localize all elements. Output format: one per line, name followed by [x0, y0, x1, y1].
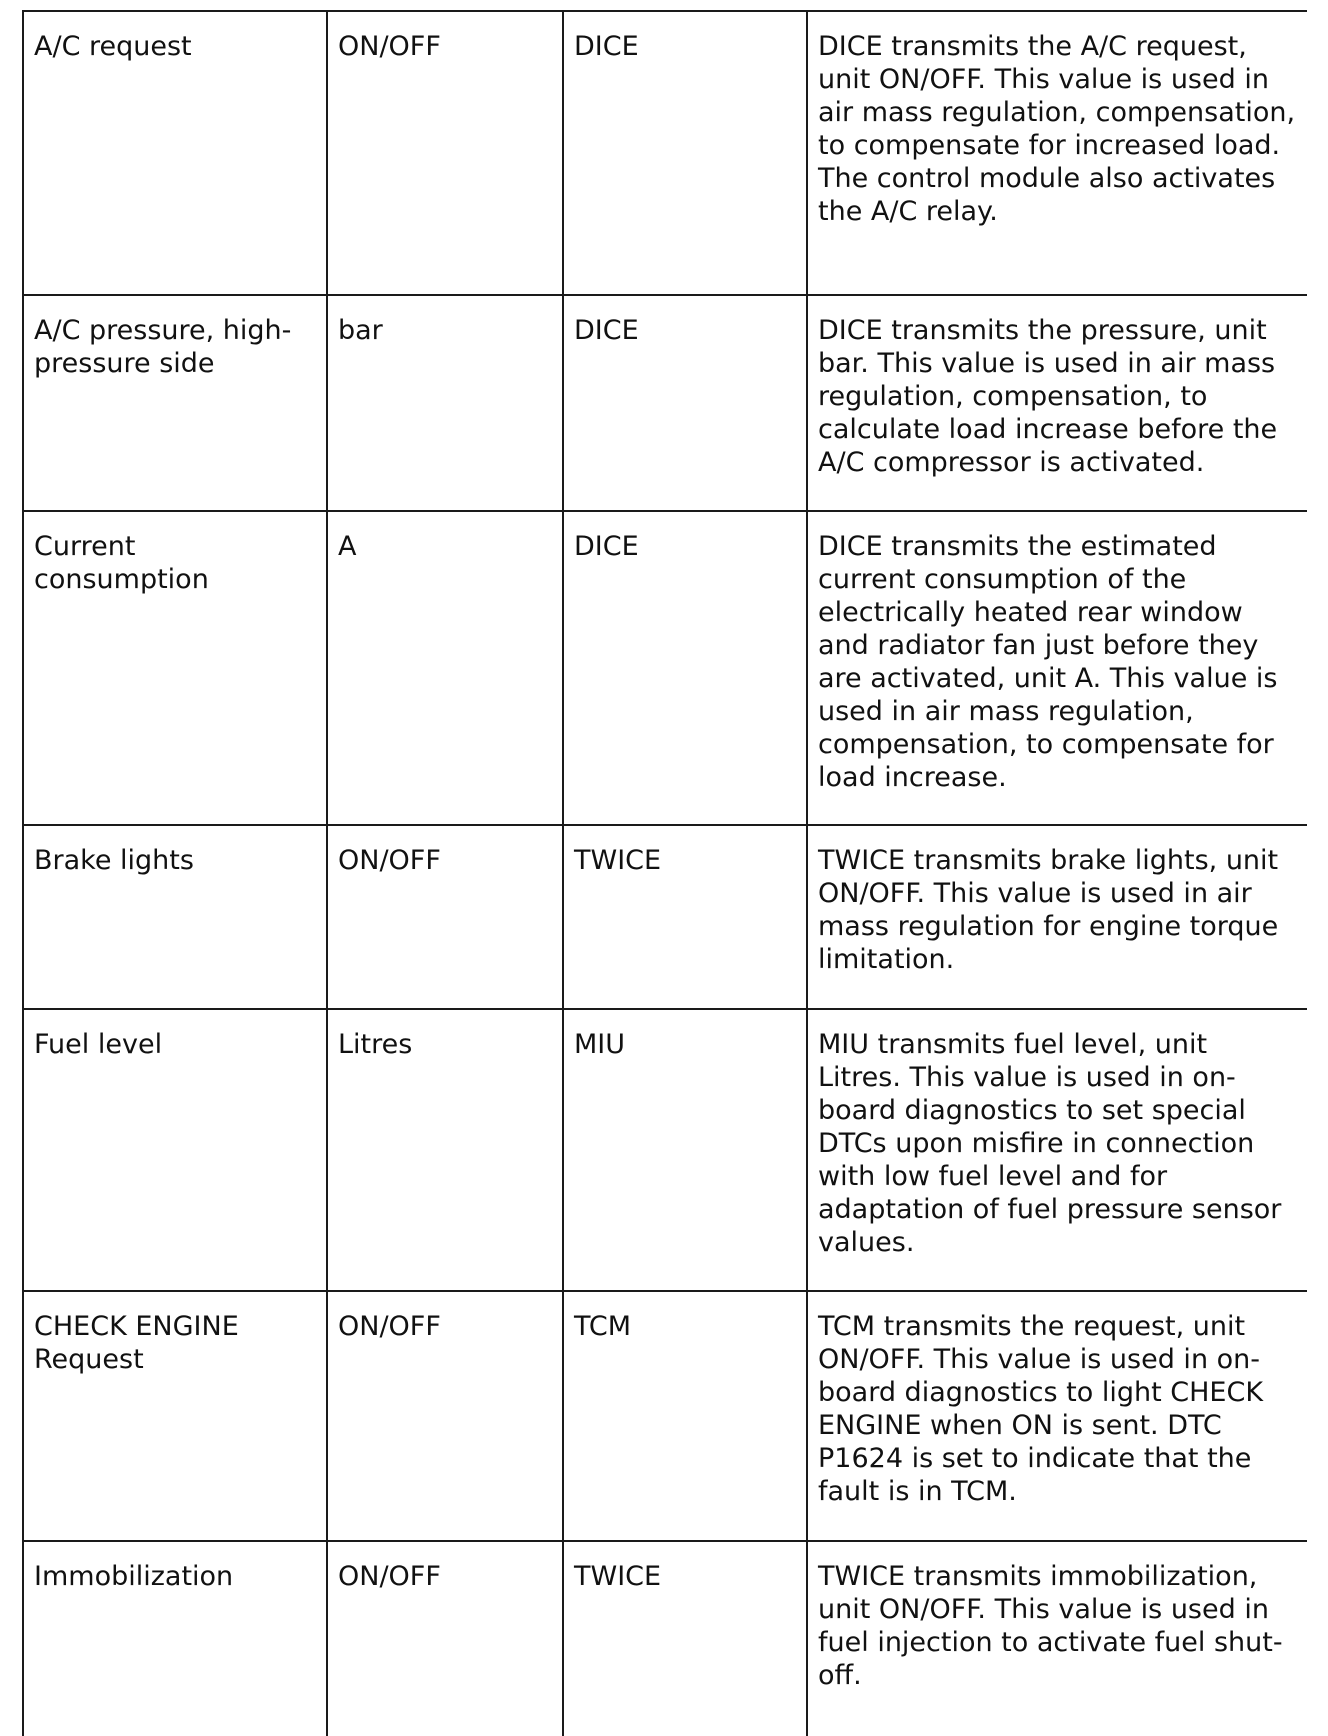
signal-name: Fuel level [34, 1029, 163, 1060]
signal-unit: ON/OFF [338, 31, 441, 62]
signal-name: CHECK ENGINE Request [34, 1311, 239, 1375]
signal-description: DICE transmits the estimated current consumption of the electrically heated rear window and radiator fan just before they are activated, unit A. This value is used in air mass regulation, compensation, to compensate for load increase. [818, 531, 1278, 793]
signal-cell [23, 1291, 327, 1541]
signal-source: DICE [574, 315, 639, 346]
source-cell [563, 1009, 807, 1291]
signal-unit: ON/OFF [338, 1561, 441, 1592]
signal-table [22, 10, 1307, 1736]
signal-source: TWICE [574, 845, 662, 876]
signal-description: TWICE transmits immobilization, unit ON/OFF. This value is used in fuel injection to activate fuel shut-off. [818, 1561, 1283, 1691]
source-cell [563, 11, 807, 295]
table-row [23, 11, 1307, 295]
signal-cell [23, 295, 327, 511]
table-row [23, 1291, 1307, 1541]
description-cell [807, 295, 1307, 511]
signal-cell [23, 1541, 327, 1736]
signal-unit: Litres [338, 1029, 413, 1060]
table-row [23, 1541, 1307, 1736]
source-cell [563, 295, 807, 511]
signal-cell [23, 825, 327, 1009]
signal-name: A/C request [34, 31, 192, 62]
signal-name: A/C pressure, high-pressure side [34, 315, 292, 379]
table-row [23, 825, 1307, 1009]
signal-name: Brake lights [34, 845, 194, 876]
signal-source: TWICE [574, 1561, 662, 1592]
signal-description: DICE transmits the pressure, unit bar. This value is used in air mass regulation, compensation, to calculate load increase before the A/C compressor is activated. [818, 315, 1278, 478]
signal-cell [23, 511, 327, 825]
unit-cell [327, 1009, 563, 1291]
signal-source: DICE [574, 31, 639, 62]
signal-description: TWICE transmits brake lights, unit ON/OFF. This value is used in air mass regulation for engine torque limitation. [818, 845, 1279, 975]
signal-source: DICE [574, 531, 639, 562]
description-cell [807, 1009, 1307, 1291]
unit-cell [327, 1541, 563, 1736]
signal-source: MIU [574, 1029, 626, 1060]
unit-cell [327, 511, 563, 825]
signal-cell [23, 1009, 327, 1291]
signal-description: DICE transmits the A/C request, unit ON/OFF. This value is used in air mass regulation, compensation, to compensate for increased load. The control module also activates the A/C relay. [818, 31, 1296, 227]
signal-name: Immobilization [34, 1561, 234, 1592]
source-cell [563, 825, 807, 1009]
unit-cell [327, 1291, 563, 1541]
source-cell [563, 1291, 807, 1541]
signal-source: TCM [574, 1311, 632, 1342]
description-cell [807, 1291, 1307, 1541]
description-cell [807, 825, 1307, 1009]
signal-unit: ON/OFF [338, 845, 441, 876]
signal-unit: ON/OFF [338, 1311, 441, 1342]
table-row [23, 295, 1307, 511]
signal-unit: A [338, 531, 357, 562]
signal-description: MIU transmits fuel level, unit Litres. This value is used in on-board diagnostics to set special DTCs upon misfire in connection with low fuel level and for adaptation of fuel pressure sensor values. [818, 1029, 1282, 1258]
signal-cell [23, 11, 327, 295]
unit-cell [327, 11, 563, 295]
description-cell [807, 511, 1307, 825]
signal-name: Current consumption [34, 531, 209, 595]
unit-cell [327, 295, 563, 511]
description-cell [807, 1541, 1307, 1736]
signal-description: TCM transmits the request, unit ON/OFF. This value is used in on-board diagnostics to light CHECK ENGINE when ON is sent. DTC P1624 is set to indicate that the fault is in TCM. [818, 1311, 1264, 1507]
document-page [22, 10, 1307, 1736]
description-cell [807, 11, 1307, 295]
unit-cell [327, 825, 563, 1009]
table-row [23, 1009, 1307, 1291]
table-row [23, 511, 1307, 825]
source-cell [563, 1541, 807, 1736]
signal-unit: bar [338, 315, 383, 346]
source-cell [563, 511, 807, 825]
